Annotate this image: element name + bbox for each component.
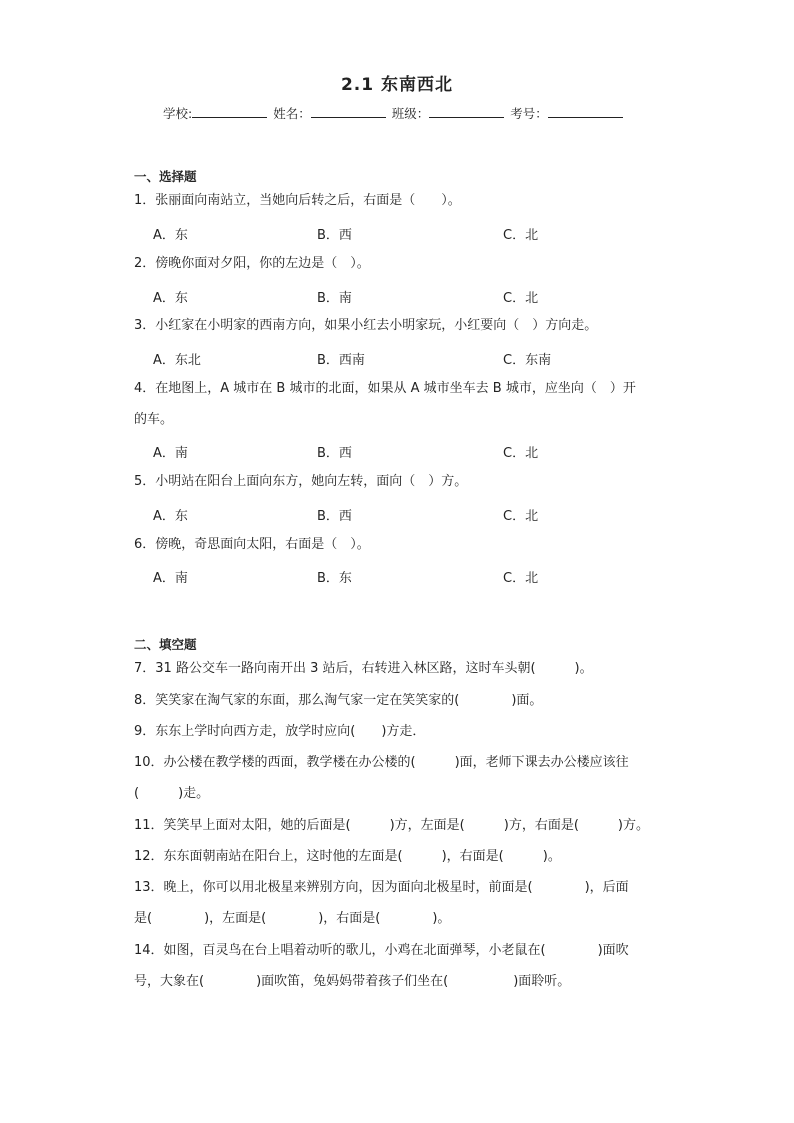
question-3: 3．小红家在小明家的西南方向，如果小红去小明家玩，小红要向（ ）方向走。 [134,318,598,333]
question-4-line-2: 的车。 [134,412,174,427]
class-blank[interactable] [429,105,504,118]
question-14-line-2: 号，大象在( )面吹笛，兔妈妈带着孩子们坐在( )面聆听。 [134,974,571,989]
option-a: A．南 [153,446,188,461]
class-label: 班级： [391,106,430,121]
option-c: C．北 [503,446,539,461]
question-2: 2．傍晚你面对夕阳，你的左边是（ ）。 [134,256,370,271]
question-8: 8．笑笑家在淘气家的东面，那么淘气家一定在笑笑家的( )面。 [134,693,543,708]
section-choice-title: 一、选择题 [134,169,197,184]
option-c: C．北 [503,291,539,306]
worksheet-title: 2.1 东南西北 [340,75,454,95]
question-10-line-2: ( )走。 [134,786,210,801]
option-a: A．东 [153,291,188,306]
question-9: 9．东东上学时向西方走，放学时应向( )方走． [134,724,426,739]
option-c: C．北 [503,228,539,243]
school-blank[interactable] [192,105,267,118]
question-13-line-2: 是( )，左面是( )，右面是( )。 [134,911,451,926]
number-blank[interactable] [548,105,623,118]
question-11: 11．笑笑早上面对太阳，她的后面是( )方，左面是( )方，右面是( )方。 [134,818,649,833]
question-6-options [153,567,653,587]
option-a: A．东北 [153,353,201,368]
option-c: C．北 [503,571,539,586]
question-4-line-1: 4．在地图上，A 城市在 B 城市的北面，如果从 A 城市坐车去 B 城市，应坐向（ ）开 [134,381,636,396]
option-a: A．南 [153,571,188,586]
option-c: C．北 [503,509,539,524]
option-b: B．西南 [317,353,365,368]
option-b: B．南 [317,291,352,306]
name-label: 姓名： [273,106,311,121]
question-2-options [153,287,653,307]
option-b: B．西 [317,446,352,461]
question-5: 5．小明站在阳台上面向东方，她向左转，面向（ ）方。 [134,474,468,489]
option-b: B．西 [317,509,352,524]
option-b: B．东 [317,571,352,586]
question-10-line-1: 10．办公楼在教学楼的西面，教学楼在办公楼的( )面，老师下课去办公楼应该往 [134,755,629,770]
question-3-options [153,349,653,369]
question-12: 12．东东面朝南站在阳台上，这时他的左面是( )，右面是( )。 [134,849,561,864]
question-4-options [153,442,653,462]
question-14-line-1: 14．如图，百灵鸟在台上唱着动听的歌儿，小鸡在北面弹琴，小老鼠在( )面吹 [134,943,629,958]
option-a: A．东 [153,228,188,243]
question-5-options [153,505,653,525]
option-c: C．东南 [503,353,552,368]
question-7: 7．31 路公交车一路向南开出 3 站后，右转进入林区路，这时车头朝( )。 [134,661,593,676]
school-label: 学校: [163,106,193,121]
question-1: 1．张丽面向南站立，当她向后转之后，右面是（ ）。 [134,193,461,208]
question-1-options [153,224,653,244]
question-13-line-1: 13．晚上，你可以用北极星来辨别方向，因为面向北极星时，前面是( )，后面 [134,880,629,895]
question-6: 6．傍晚，奇思面向太阳，右面是（ ）。 [134,537,370,552]
name-blank[interactable] [311,105,386,118]
number-label: 考号： [510,106,548,121]
section-fill-title: 二、填空题 [134,637,197,652]
student-info-line [163,104,625,122]
option-b: B．西 [317,228,352,243]
option-a: A．东 [153,509,188,524]
